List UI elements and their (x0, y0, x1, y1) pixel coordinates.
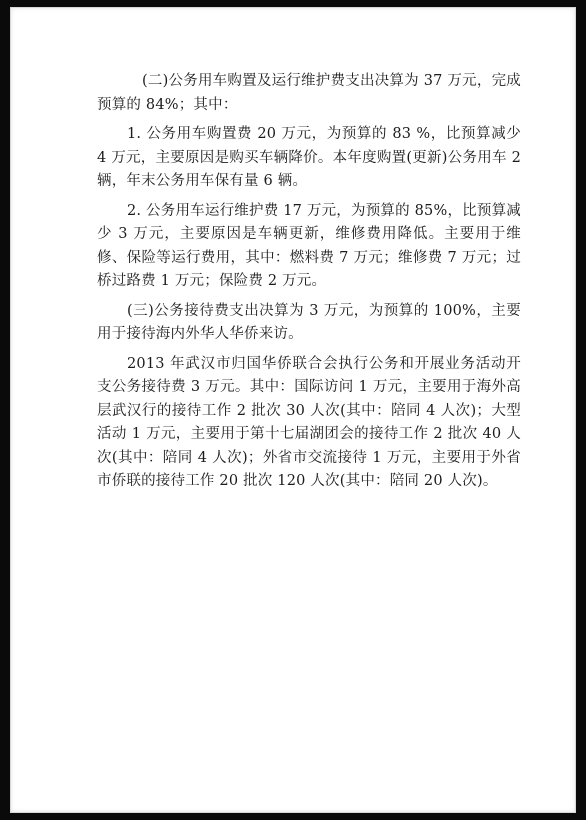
paragraph-vehicle-purchase: 1. 公务用车购置费 20 万元，为预算的 83 %，比预算减少 4 万元，主要原因是购买车辆降价。本年度购置(更新)公务用车 2 辆，年末公务用车保有量 6 辆。 (97, 126, 521, 189)
document-page (10, 7, 576, 813)
paragraph-vehicle-expenses: (二)公务用车购置及运行维护费支出决算为 37 万元，完成预算的 84%；其中： (97, 73, 521, 113)
document-body (97, 70, 521, 500)
paragraph-reception-details: 2013 年武汉市归国华侨联合会执行公务和开展业务活动开支公务接待费 3 万元。其中：国际访问 1 万元，主要用于海外高层武汉行的接待工作 2 批次 30 人次(其中：陪同 4 人次)；大型活动 1 万元，主要用于第十七届湖团会的接待工作 2 批次 40 人次(其中：陪同 4 人次)；外省市交流接待 1 万元，主要用于外省市侨联的接待工作 20 批次 120 人次(其中：陪同 20 人次)。 (97, 355, 521, 489)
paragraph-vehicle-maintenance: 2. 公务用车运行维护费 17 万元，为预算的 85%，比预算减少 3 万元，主要原因是车辆更新，维修费用降低。主要用于维修、保险等运行费用，其中：燃料费 7 万元；维修费 7 万元；过桥过路费 1 万元；保险费 2 万元。 (97, 202, 521, 289)
paragraph-reception-expenses: (三)公务接待费支出决算为 3 万元，为预算的 100%，主要用于接待海内外华人华侨来访。 (97, 302, 521, 342)
